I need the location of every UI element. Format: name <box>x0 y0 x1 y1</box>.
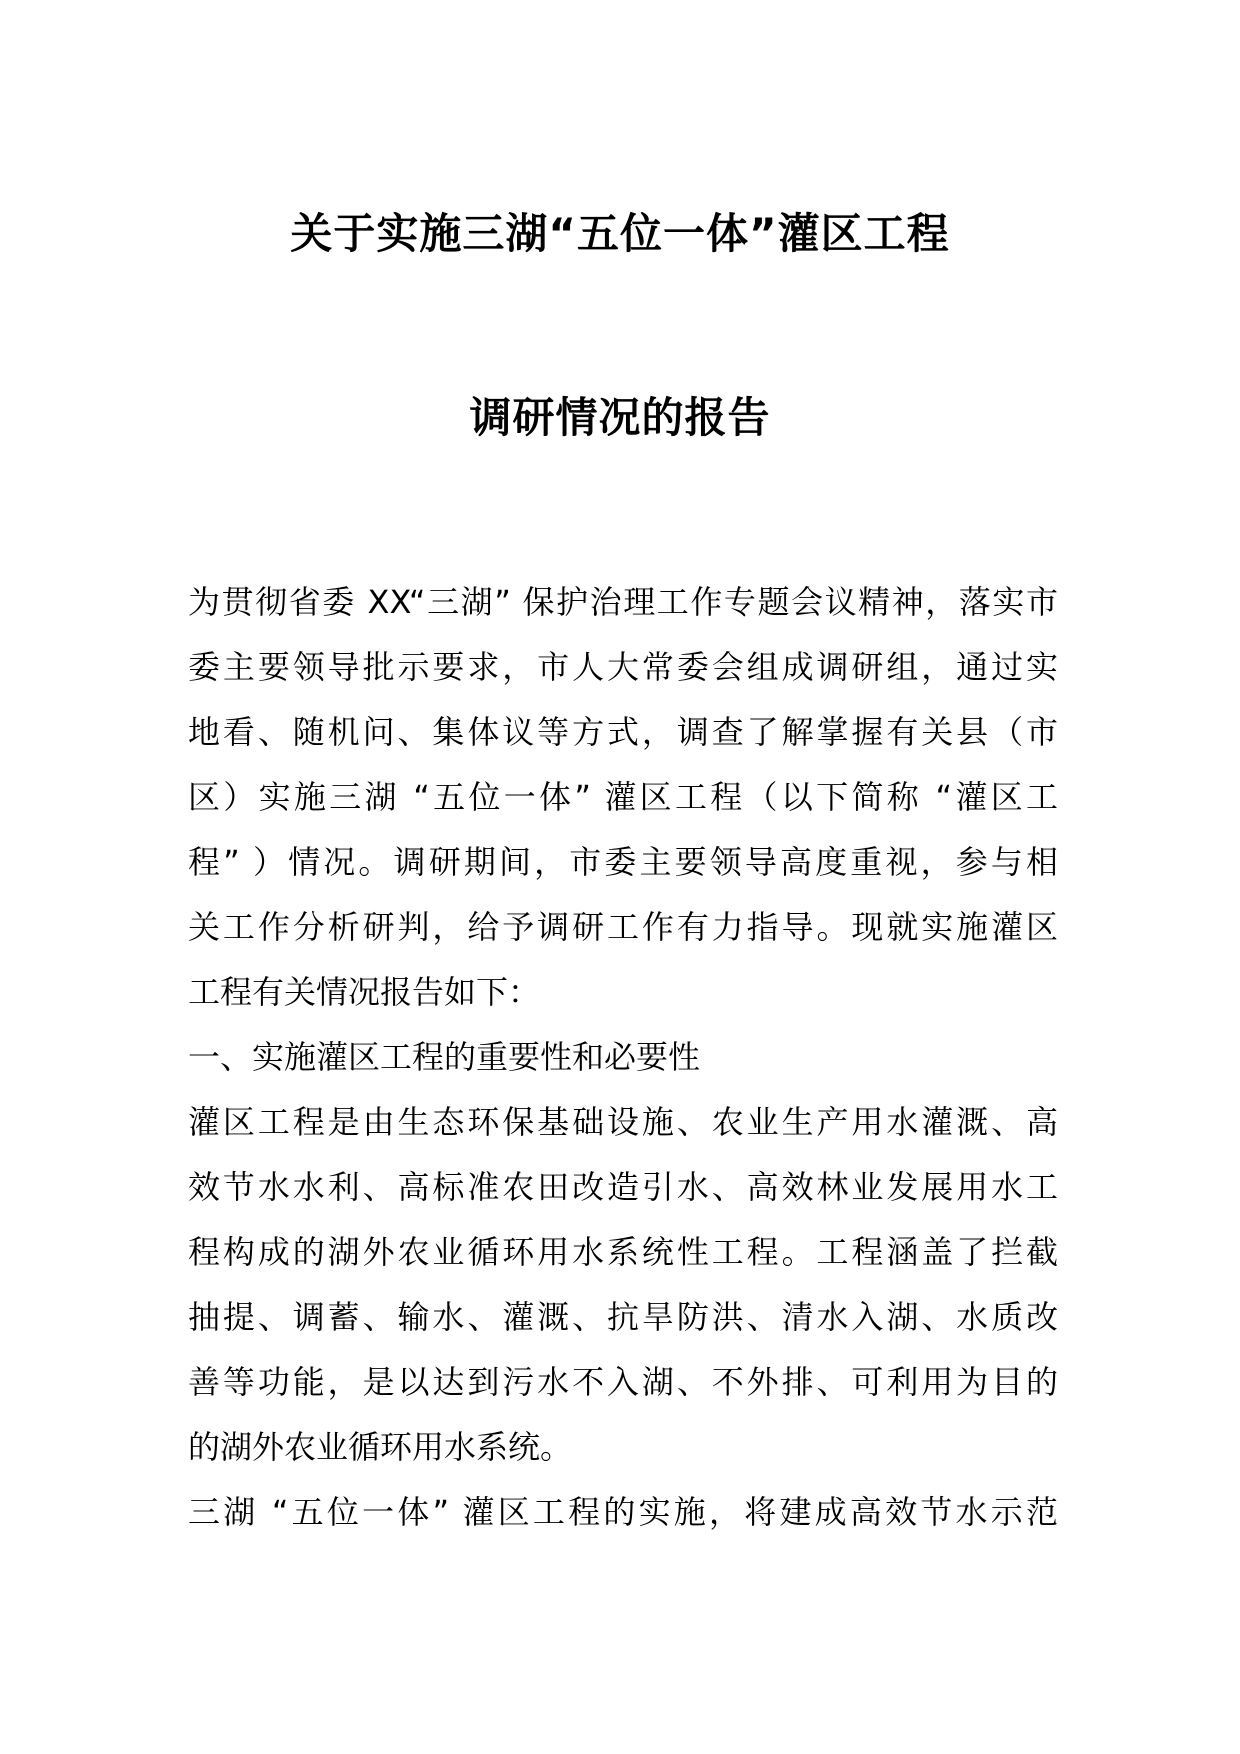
body-line: 程” ）情况。调研期间，市委主要领导高度重视，参与相 <box>188 843 1058 881</box>
body-line: 工程有关情况报告如下： <box>188 973 541 1011</box>
body-line: 效节水水利、高标准农田改造引水、高效林业发展用水工 <box>188 1168 1058 1206</box>
body-line: 善等功能，是以达到污水不入湖、不外排、可利用为目的 <box>188 1363 1058 1401</box>
body-line: 地看、随机问、集体议等方式，调查了解掌握有关县（市 <box>188 713 1058 751</box>
document-title-line-2: 调研情况的报告 <box>469 393 771 442</box>
body-line: 抽提、调蓄、输水、灌溉、抗旱防洪、清水入湖、水质改 <box>188 1298 1058 1336</box>
body-line: 灌区工程是由生态环保基础设施、农业生产用水灌溉、高 <box>188 1103 1058 1141</box>
body-line: 委主要领导批示要求，市人大常委会组成调研组，通过实 <box>188 648 1058 686</box>
body-line: 区）实施三湖 “五位一体” 灌区工程（以下简称 “灌区工 <box>188 778 1058 816</box>
body-line: 为贯彻省委 XX“三湖” 保护治理工作专题会议精神，落实市 <box>188 583 1058 621</box>
body-line: 一、实施灌区工程的重要性和必要性 <box>188 1038 701 1076</box>
body-line: 程构成的湖外农业循环用水系统性工程。工程涵盖了拦截 <box>188 1233 1058 1271</box>
document-body <box>188 570 1058 1545</box>
body-line: 关工作分析研判，给予调研工作有力指导。现就实施灌区 <box>188 908 1058 946</box>
body-line: 的湖外农业循环用水系统。 <box>188 1428 573 1466</box>
document-title-line-1: 关于实施三湖“五位一体”灌区工程 <box>290 209 950 258</box>
body-line: 三湖 “五位一体” 灌区工程的实施，将建成高效节水示范 <box>188 1493 1058 1531</box>
